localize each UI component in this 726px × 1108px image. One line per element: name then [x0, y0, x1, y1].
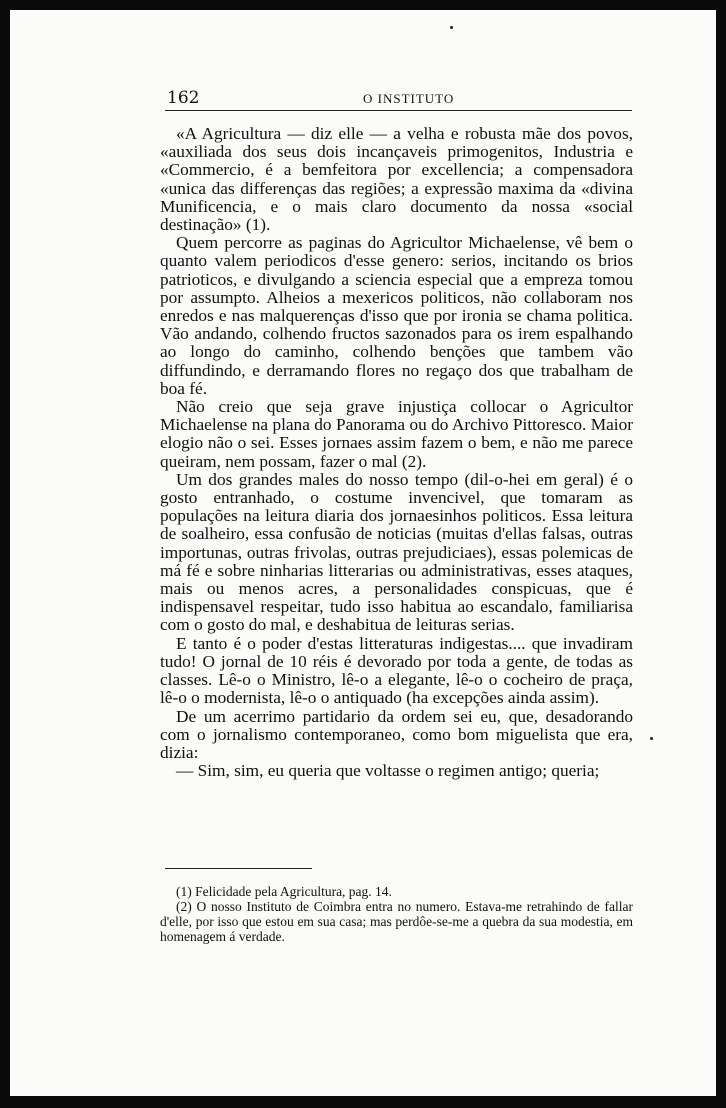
book-page	[10, 10, 716, 1096]
paragraph: E tanto é o poder d'estas litteraturas indigestas.... que invadiram tudo! O jornal de 10 réis é devorado por toda a gente, de todas as classes. Lê-o o Ministro, lê-o a elegante, lê-o o cocheiro de praça, lê-o o modernista, lê-o o antiquado (ha excepções ainda assim).	[160, 633, 633, 708]
footnote: (2) O nosso Instituto de Coimbra entra no numero. Estava-me retrahindo de fallar d'elle, por isso que estou em sua casa; mas perdôe-se-me a quebra da sua modestia, em homenagem á verdade.	[160, 899, 633, 944]
paragraph: Não creio que seja grave injustiça collocar o Agricultor Michaelense na plana do Panorama ou do Archivo Pittoresco. Maior elogio não o sei. Esses jornaes assim fazem o bem, e não me parece queiram, nem possam, fazer o mal (2).	[160, 397, 633, 471]
paragraph: Um dos grandes males do nosso tempo (dil-o-hei em geral) é o gosto entranhado, o costume invencivel, que tomaram as populações na leitura diaria dos jornaesinhos politicos. Essa leitura de soalheiro, essa confusão de noticias (muitas d'ellas falsas, outras importunas, outras frivolas, outras prejudiciaes), essas polemicas de má fé e sobre ninharias litterarias ou administrativas, esses ataques, mais ou menos acres, a personalidades conspicuas, que é indispensavel respeitar, tudo isso habitua ao escandalo, familiarisa com o gosto do mal, e deshabitua de leituras serias.	[160, 469, 633, 635]
footnote-rule	[165, 868, 312, 869]
speck-mark	[450, 26, 453, 29]
page-header	[165, 82, 633, 108]
running-title: O INSTITUTO	[363, 91, 455, 106]
header-rule	[165, 110, 632, 111]
page-number: 162	[167, 88, 200, 108]
footnote: (1) Felicidade pela Agricultura, pag. 14.	[176, 884, 392, 899]
paragraph: «A Agricultura — diz elle — a velha e robusta mãe dos povos, «auxiliada dos seus dois incançaveis primogenitos, Industria e «Commercio, é a bemfeitora por excellencia; a compensadora «unica das differenças das regiões; a expressão maxima da «divina Munificencia, e o mais claro documento da nossa «social destinação» (1).	[160, 124, 633, 235]
paragraph: Quem percorre as paginas do Agricultor Michaelense, vê bem o quanto valem periodicos d'esse genero: serios, incitando os brios patrioticos, e divulgando a sciencia especial que a empreza tomou por assumpto. Alheios a mexericos politicos, não collaboram nos enredos e nas malquerenças d'isso que por ironia se chama politica. Vão andando, colhendo fructos sazonados para os irem espalhando ao longo do caminho, colhendo benções que tambem vão diffundindo, e derramando flores no regaço dos que trabalham de boa fé.	[160, 233, 633, 398]
body-text	[160, 125, 633, 780]
paragraph: — Sim, sim, eu queria que voltasse o regimen antigo; queria;	[176, 761, 600, 781]
speck-mark	[650, 737, 653, 740]
paragraph: De um acerrimo partidario da ordem sei eu, que, desadorando com o jornalismo contemporaneo, como bom miguelista que era, dizia:	[160, 706, 633, 762]
footnotes	[160, 884, 633, 944]
